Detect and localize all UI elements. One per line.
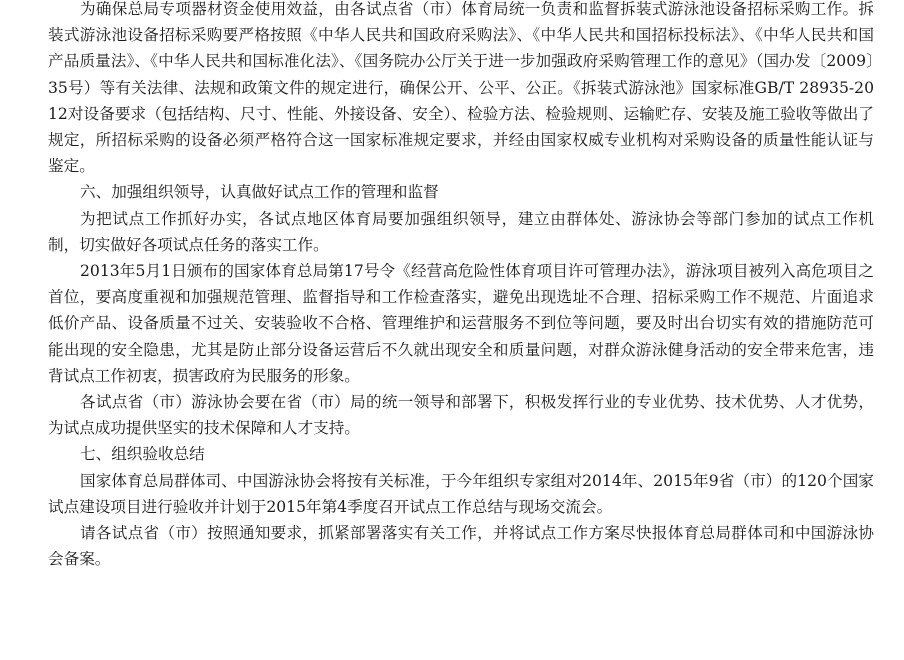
- section-heading-seven: 七、组织验收总结: [80, 445, 205, 464]
- paragraph-leadership: 为把试点工作抓好办实，各试点地区体育局要加强组织领导，建立由群体处、游泳协会等部门参加的试点工作机制，切实做好各项试点任务的落实工作。: [48, 209, 874, 254]
- section-heading-six: 六、加强组织领导，认真做好试点工作的管理和监督: [80, 183, 439, 202]
- paragraph-filing: 请各试点省（市）按照通知要求，抓紧部署落实有关工作，并将试点工作方案尽快报体育总局群体司和中国游泳协会备案。: [48, 524, 874, 569]
- paragraph-regulation: 2013年5月1日颁布的国家体育总局第17号令《经营高危险性体育项目许可管理办法》，游泳项目被列入高危项目之首位，要高度重视和加强规范管理、监督指导和工作检查落实，避免出现选址不合理、招标采购工作不规范、片面追求低价产品、设备质量不过关、安装验收不合格、管理维护和运营服务不到位等问题，要及时出台切实有效的措施防范可能出现的安全隐患，尤其是防止部分设备运营后不久就出现安全和质量问题，对群众游泳健身活动的安全带来危害，违背试点工作初衷，损害政府为民服务的形象。: [48, 262, 874, 385]
- paragraph-acceptance: 国家体育总局群体司、中国游泳协会将按有关标准，于今年组织专家组对2014年、2015年9省（市）的120个国家试点建设项目进行验收并计划于2015年第4季度召开试点工作总结与现场交流会。: [48, 471, 874, 516]
- paragraph-procurement: 为确保总局专项器材资金使用效益，由各试点省（市）体育局统一负责和监督拆装式游泳池设备招标采购工作。拆装式游泳池设备招标采购要严格按照《中华人民共和国政府采购法》、《中华人民共和国招标投标法》、《中华人民共和国产品质量法》、《中华人民共和国标准化法》、《国务院办公厅关于进一步加强政府采购管理工作的意见》（国办发〔2009〕35号）等有关法律、法规和政策文件的规定进行，确保公开、公平、公正。《拆装式游泳池》国家标准GB/T 28935-2012对设备要求（包括结构、尺寸、性能、外接设备、安全）、检验方法、检验规则、运输贮存、安装及施工验收等做出了规定，所招标采购的设备必须严格符合这一国家标准规定要求，并经由国家权威专业机构对采购设备的质量性能认证与鉴定。: [48, 0, 874, 176]
- paragraph-association: 各试点省（市）游泳协会要在省（市）局的统一领导和部署下，积极发挥行业的专业优势、技术优势、人才优势，为试点成功提供坚实的技术保障和人才支持。: [48, 393, 874, 438]
